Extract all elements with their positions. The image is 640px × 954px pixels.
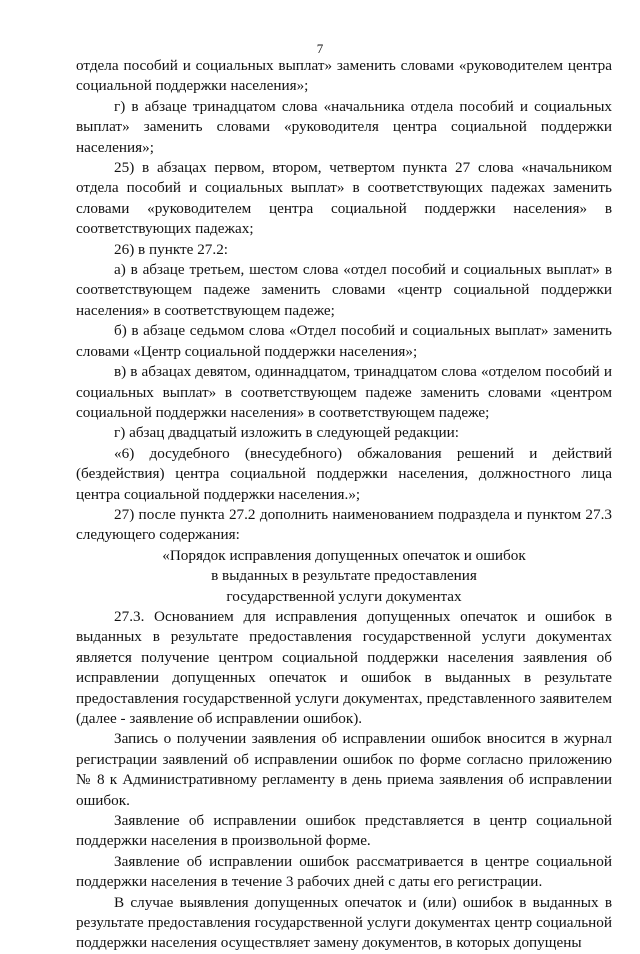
- paragraph: «6) досудебного (внесудебного) обжалования решений и действий (бездействия) центра социальной поддержки населения, должностного лица центра социальной поддержки населения.»;: [76, 444, 612, 503]
- heading-line: «Порядок исправления допущенных опечаток и ошибок: [162, 546, 526, 564]
- paragraph: Заявление об исправлении ошибок рассматривается в центре социальной поддержки населения в течение 3 рабочих дней с даты его регистрации.: [76, 852, 612, 891]
- paragraph: отдела пособий и социальных выплат» заменить словами «руководителем центра социальной поддержки населения»;: [76, 57, 612, 95]
- paragraph: в) в абзацах девятом, одиннадцатом, тринадцатом слова «отделом пособий и социальных выплат» в соответствующем падеже заменить словами «центром социальной поддержки населения» в соответствующем падеже;: [76, 363, 612, 421]
- paragraph: 27.3. Основанием для исправления допущенных опечаток и ошибок в выданных в результате предоставления государственной услуги документах является получение центром социальной поддержки населения заявления об исправлении допущенных опечаток и ошибок в выданных в результате предоставления государственной услуги документах, представленного заявителем (далее - заявление об исправлении ошибок).: [76, 607, 612, 727]
- heading-line: государственной услуги документах: [226, 587, 462, 605]
- paragraph: 25) в абзацах первом, втором, четвертом пункта 27 слова «начальником отдела пособий и социальных выплат» в соответствующих падежах заменить словами «руководителем центра социальной поддержки населения» в соответствующих падежах;: [76, 159, 612, 238]
- paragraph: 27) после пункта 27.2 дополнить наименованием подраздела и пунктом 27.3 следующего содержания:: [76, 505, 612, 544]
- paragraph: Заявление об исправлении ошибок представляется в центр социальной поддержки населения в произвольной форме.: [76, 812, 612, 850]
- document-body: [76, 56, 612, 954]
- paragraph: б) в абзаце седьмом слова «Отдел пособий и социальных выплат» заменить словами «Центр социальной поддержки населения»;: [76, 322, 612, 360]
- paragraph: а) в абзаце третьем, шестом слова «отдел пособий и социальных выплат» в соответствующем падеже заменить словами «центр социальной поддержки населения» в соответствующем падеже;: [76, 261, 612, 319]
- paragraph: В случае выявления допущенных опечаток и (или) ошибок в выданных в результате предоставления государственной услуги документах центр социальной поддержки населения осуществляет замену документов, в которых допущены: [76, 893, 612, 952]
- paragraph: г) абзац двадцатый изложить в следующей редакции:: [114, 424, 459, 442]
- page-number: 7: [316, 41, 324, 56]
- subsection-heading: [76, 546, 612, 607]
- paragraph: 26) в пункте 27.2:: [114, 240, 229, 258]
- heading-line: в выданных в результате предоставления: [211, 567, 477, 585]
- paragraph: Запись о получении заявления об исправлении ошибок вносится в журнал регистрации заявлений об исправлении ошибок по форме согласно приложению № 8 к Административному регламенту в день приема заявления об исправлении ошибок.: [76, 730, 612, 809]
- paragraph: г) в абзаце тринадцатом слова «начальника отдела пособий и социальных выплат» заменить словами «руководителя центра социальной поддержки населения»;: [76, 97, 612, 156]
